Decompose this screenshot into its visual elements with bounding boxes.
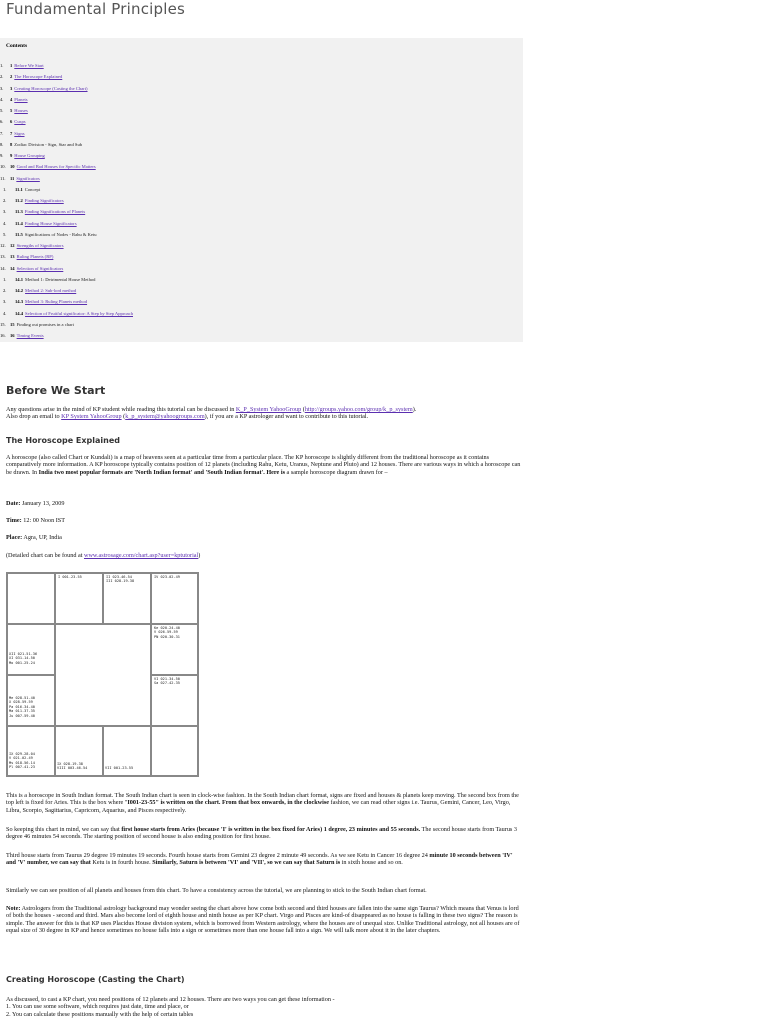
toc-item-label[interactable]: Method 2: Sub-lord method	[25, 288, 77, 293]
text: minute 10 seconds between 'IV' and 'V' number, we can say that	[6, 852, 513, 867]
toc-item-label[interactable]: Method 3: Ruling Planets method	[25, 299, 88, 305]
toc-item-section: 7	[10, 130, 13, 136]
text: Similarly, Saturn is between 'VI' and 'VII', so we can say that Saturn is	[150, 859, 341, 867]
toc-item[interactable]	[10, 164, 96, 170]
toc-item-label[interactable]: Selection of Significators	[16, 265, 64, 271]
toc-item-number: 3.	[3, 299, 7, 305]
text: (	[121, 413, 126, 421]
toc-item-label[interactable]: Finding Significations of Planets	[24, 209, 86, 215]
text: Third house starts from Taurus 29 degree 19 minutes 19 seconds. Fourth house starts from Gemini 23 degree 2 minute 49 seconds. As we see Ketu in Cancer 16 degree 24	[6, 852, 430, 859]
place-value: Agra, UP, India	[22, 534, 62, 541]
toc-item[interactable]	[15, 299, 87, 305]
toc-item[interactable]	[15, 277, 95, 283]
place-line	[6, 534, 521, 541]
text: Ketu is in fourth house.	[90, 859, 151, 867]
toc-item-section: 6	[10, 119, 13, 125]
section-heading-horoscope-explained: The Horoscope Explained	[6, 436, 121, 445]
toc-item[interactable]	[10, 63, 44, 69]
toc-item-section: 15	[10, 321, 15, 327]
text: The second house starts from Taurus 3 degree 46 minutes 54 seconds. The starting position of second house is also ending position for first house.	[6, 826, 517, 841]
toc-item[interactable]	[10, 86, 88, 92]
text: India two most popular formats are 'North Indian format' and 'South Indian format'. Here is	[38, 468, 285, 476]
text: I001-23-55	[127, 799, 156, 807]
toc-item-section: 14.4	[15, 310, 24, 316]
toc-item-label: Finding out promises in a chart	[16, 321, 74, 327]
toc-item-label[interactable]: Finding Significators	[24, 198, 64, 203]
toc-item-number: 2.	[3, 288, 7, 293]
toc-item-label[interactable]: Creating Horoscope (Casting the Chart)	[14, 85, 88, 91]
toc-item[interactable]	[10, 74, 62, 80]
toc-item-label[interactable]: The Horoscope Explained	[14, 74, 63, 80]
toc-item-number: 2.	[3, 198, 7, 203]
toc-item-section: 13	[10, 254, 15, 260]
text: in sixth house and so on.	[340, 859, 403, 867]
toc-item-number: 14.	[0, 265, 6, 271]
toc-item-section: 2	[10, 74, 13, 80]
toc-item-section: 9	[10, 153, 13, 158]
text: )	[198, 552, 201, 559]
list-item: 2. You can calculate these positions manually with the help of certain tables	[6, 1010, 194, 1018]
toc-item-number: 15.	[0, 321, 6, 327]
time-value: 12: 00 Noon IST	[21, 517, 66, 524]
toc-item-label[interactable]: Ruling Planets (RP)	[16, 254, 54, 260]
chart-cell-capricorn-text: Me 028-51-40 X 028-59-59 Pa 016-34-40 Ma 011-37-35 Ju 007-59-40	[9, 696, 35, 718]
toc-item[interactable]	[15, 198, 64, 204]
toc-item-number: 5.	[3, 231, 7, 237]
chart-cell-libra-text: VII 001-23-55	[105, 766, 134, 770]
toc-item-number: 1.	[0, 63, 4, 68]
toc-item-section: 8	[10, 141, 13, 147]
toc-item-number: 16.	[0, 333, 6, 338]
section-heading-before-we-start: Before We Start	[6, 384, 106, 397]
section-heading-creating-horoscope: Creating Horoscope (Casting the Chart)	[6, 975, 185, 984]
page-title: Fundamental Principles	[6, 0, 186, 18]
toc-item-label[interactable]: Before We Start	[14, 63, 44, 68]
toc-item-label[interactable]: Timing Events	[16, 333, 44, 338]
toc-item-number: 7.	[0, 130, 4, 136]
chart-center	[55, 624, 151, 726]
time-line	[6, 517, 521, 524]
chart-cell-gemini: IV 023-02-49	[151, 573, 198, 624]
text: ).	[412, 406, 417, 413]
toc-item-number: 1.	[3, 276, 7, 282]
toc-item-section: 11.1	[15, 186, 23, 192]
list-item: 1. You can use some software, which requires just date, time and place, or	[6, 1003, 189, 1011]
toc-item-label: Significations of Nodes - Rahu & Ketu	[24, 231, 97, 237]
toc-item-number: 3.	[0, 85, 4, 91]
toc-title: Contents	[6, 43, 28, 49]
toc-item-section: 1	[10, 63, 13, 68]
toc-item-number: 4.	[3, 310, 7, 316]
toc-item-section: 11.2	[15, 198, 23, 203]
text: This is a horoscope in South Indian format. The South Indian chart is seen in clock-wise fashion. In the South Indian chart format, signs are fixed and houses & planets keep moving. The second box from the top left is fixed for Aries. This is the box where "	[6, 792, 519, 807]
paragraph-south-indian	[6, 792, 521, 814]
toc-item-section: 11.4	[15, 220, 23, 226]
text: ), if you are a KP astrologer and want to contribute to this tutorial.	[204, 413, 369, 421]
toc-item[interactable]	[10, 131, 25, 137]
toc-item[interactable]	[10, 97, 28, 103]
paragraph-before-we-start	[6, 406, 521, 421]
paragraph-consistency: Similarly we can see position of all planets and houses from this chart. To have a consistency across the tutorial, we are planning to stick to the South Indian chart format.	[6, 887, 427, 894]
toc-item-number: 9.	[0, 153, 4, 158]
toc-item-section: 14.1	[15, 276, 24, 282]
text: Any questions arise in the mind of KP student while reading this tutorial can be discussed in	[6, 406, 236, 413]
paragraph-third-house	[6, 852, 521, 867]
note-label: Note:	[6, 905, 21, 912]
toc-item-number: 4.	[0, 96, 4, 102]
chart-cell-aquarius-text: XII 021-51-36 XI 031-14-50 Mo 001-25-24	[9, 652, 38, 665]
toc-item-label[interactable]: Signs	[14, 130, 25, 136]
paragraph-first-house	[6, 826, 521, 841]
toc-item[interactable]	[15, 311, 133, 317]
toc-item-number: 4.	[3, 220, 7, 226]
text: Astrologers from the Traditional astrology background may wonder seeing the chart above how come both second and third houses are fallen into the same sign Taurus? Which means that Venus is lord of both the houses - second and third. Mars also become lord of eighth house and ninth house as per KP chart. Virgo and Pisces are kind-of disappeared as no house is falling in these two signs? The reason is simple. The answer for this is that KP uses Placidus House division system, which is borrowed from Western astrology, where the houses are of unequal size. Unlike Traditional astrology, not all houses are of equal size of 30 degree in KP and hence sometimes no house falls into a sign or sometimes more than one house fall into a sign. We will talk more about it in the later chapters.	[6, 905, 520, 935]
chart-cell-leo: VI 021-34-50 Sa 027-42-35	[151, 675, 198, 726]
chart-cell-aries: I 001-23-55	[55, 573, 103, 624]
place-label: Place:	[6, 534, 23, 541]
date-label: Date:	[6, 500, 21, 507]
text: So keeping this chart in mind, we can say that	[6, 826, 122, 833]
toc-item-label[interactable]: Planets	[14, 96, 28, 102]
toc-item-section: 14.3	[15, 299, 24, 305]
paragraph-creating-horoscope	[6, 996, 521, 1018]
toc-item-section: 4	[10, 96, 13, 102]
toc-item-number: 1.	[3, 186, 7, 192]
toc-item[interactable]	[10, 322, 74, 328]
toc-item-section: 11.5	[15, 231, 23, 237]
toc-item[interactable]	[10, 108, 28, 114]
astrosage-chart-link[interactable]: www.astrosage.com/chart.asp?user=kptutorial	[84, 552, 199, 559]
toc-item-number: 11.	[0, 175, 6, 181]
text: a sample horoscope diagram drawn for –	[284, 468, 388, 476]
toc-item-section: 10	[10, 164, 15, 170]
toc-item[interactable]	[10, 153, 45, 159]
toc-item-label: Zodiac Division - Sign, Star and Sub	[14, 141, 83, 147]
toc-item[interactable]	[10, 176, 40, 182]
toc-item-label[interactable]: Finding House Significators	[24, 220, 77, 226]
toc-item-label[interactable]: Good and Bad Houses for Specific Matters	[16, 164, 96, 170]
toc-item-label: Concept	[24, 186, 41, 192]
toc-item-number: 5.	[0, 108, 4, 113]
toc-item-number: 6.	[0, 119, 4, 125]
chart-cell-cancer: Ke 020-24-40 V 026-59-59 PN 020-30-31	[151, 624, 198, 675]
date-line	[6, 500, 521, 507]
toc-item[interactable]	[10, 119, 26, 125]
toc-item-number: 2.	[0, 74, 4, 80]
toc-item[interactable]	[15, 209, 85, 215]
text: fashion, we can read other signs i.e. Taurus, Gemini, Cancer, Leo, Virgo, Libra, Scorpio, Sagittarius, Capricorn, Aquarius, and Pisces respectively.	[6, 799, 511, 814]
chart-cell-taurus: II 023-46-54 III 028-19-38	[103, 573, 151, 624]
toc-item-label: Method 1: Detrimental House Method	[25, 276, 96, 282]
text: As discussed, to cast a KP chart, you need positions of 12 planets and 12 houses. There are two ways you can get these information -	[6, 996, 335, 1003]
toc-item[interactable]	[15, 221, 77, 227]
toc-item[interactable]	[15, 288, 76, 294]
yahoogroup-link[interactable]: K_P_System YahooGroup	[235, 406, 302, 413]
toc-item-number: 8.	[0, 141, 4, 147]
text: first house starts from Aries (because 'I' is written in the box fixed for Aries) 1 degree, 23 minutes and 55 seconds.	[121, 826, 421, 833]
toc-item-number: 10.	[0, 164, 6, 170]
text: " is written on the chart. From that box onwards, in the clockwise	[155, 799, 329, 807]
toc-item[interactable]	[10, 333, 44, 339]
kp-system-group-link[interactable]: KP System YahooGroup	[61, 413, 122, 421]
toc-item-section: 3	[10, 85, 13, 91]
toc-item-section: 11.3	[15, 209, 23, 215]
toc-item-section: 14.2	[15, 288, 24, 293]
time-label: Time:	[6, 517, 22, 524]
text: Also drop an email to	[6, 413, 62, 421]
toc-item-label[interactable]: Strengths of Significators	[16, 243, 64, 248]
detail-line	[6, 552, 521, 559]
date-value: January 13, 2009	[20, 500, 65, 507]
toc-item-section: 5	[10, 108, 13, 113]
toc-item[interactable]	[10, 266, 63, 272]
yahoogroup-url-link[interactable]: http://groups.yahoo.com/group/k_p_system	[304, 406, 413, 413]
toc-item-label[interactable]: Selection of Fruitful significator: A Step by Step Approach	[25, 310, 133, 316]
toc-item[interactable]	[10, 142, 82, 148]
email-link[interactable]: k_p_system@yahoogroups.com	[125, 413, 205, 421]
toc-item-number: 3.	[3, 209, 7, 215]
chart-cell-pisces	[7, 573, 55, 624]
toc-item-section: 14	[10, 265, 15, 271]
toc-item[interactable]	[15, 232, 97, 238]
chart-cell-scorpio-text: IX 028-19-38 VIII 003-46-54	[57, 762, 88, 771]
paragraph-note	[6, 905, 521, 935]
toc-item[interactable]	[10, 254, 53, 260]
table-of-contents	[0, 38, 523, 342]
toc-item-label[interactable]: Houses	[14, 108, 28, 113]
toc-item[interactable]	[10, 243, 64, 249]
toc-item-label[interactable]: Cusps	[14, 119, 26, 125]
paragraph-horoscope-intro	[6, 454, 521, 476]
south-indian-chart	[6, 572, 199, 777]
toc-item-section: 16	[10, 333, 15, 338]
chart-cell-sagittarius-text: IX 029-28-04 V 021-02-49 Ms 018-56-14 Pl 007-41-23	[9, 752, 35, 770]
toc-item-section: 11	[10, 175, 15, 181]
toc-item[interactable]	[15, 187, 40, 193]
text: (Detailed chart can be found at	[6, 552, 84, 559]
toc-item-section: 12	[10, 243, 15, 248]
text: (	[301, 406, 305, 413]
chart-cell-virgo	[151, 726, 198, 776]
text: A horoscope (also called Chart or Kundali) is a map of heavens seen at a particular time from a particular place. The KP horoscope is slightly different from the traditional horoscope as it contains comparatively more information. A KP horoscope typically contains position of 12 planets (including Rahu, Ketu, Uranus, Neptune and Pluto) and 12 houses. There are various ways in which a horoscope can be drawn. In	[6, 454, 521, 476]
toc-item-number: 12.	[0, 243, 6, 248]
toc-item-label[interactable]: House Grouping	[14, 153, 45, 158]
toc-item-label[interactable]: Significators	[16, 175, 40, 181]
toc-item-number: 13.	[0, 254, 6, 260]
